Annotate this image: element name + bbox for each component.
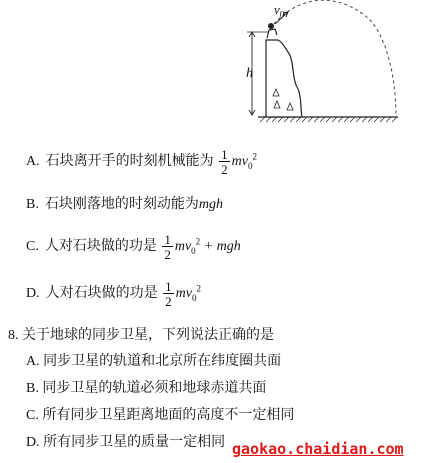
mgh-term: mgh (198, 197, 223, 212)
v-subscript: 0 (247, 161, 253, 172)
question-text: 关于地球的同步卫星，下列说法正确的是 (22, 328, 274, 343)
fraction-half (219, 148, 230, 176)
fraction-denominator: 2 (221, 162, 228, 177)
question-number: 8. (8, 328, 19, 343)
q8-option-a-text: 同步卫星的轨道和北京所在纬度圈共面 (43, 354, 282, 369)
v-superscript: 2 (252, 151, 257, 162)
v-subscript: 0 (191, 293, 197, 304)
option-b (26, 193, 223, 213)
v-superscript: 2 (195, 236, 201, 247)
projectile-figure (230, 0, 430, 128)
mv-term: mv (175, 286, 192, 302)
q8-option-d-text: 所有同步卫星的质量一定相同 (43, 435, 226, 450)
option-b-letter: B. (26, 197, 39, 212)
fraction-denominator: 2 (165, 294, 172, 309)
plus-mgh-term: + mgh (203, 239, 241, 255)
option-c-text: 人对石块做的功是 (44, 239, 157, 255)
fraction-half (162, 233, 173, 261)
option-c (26, 233, 241, 261)
q8-option-d (26, 431, 225, 451)
v-superscript: 2 (196, 283, 201, 294)
q8-option-a (26, 350, 281, 370)
option-b-text: 石块刚落地的时刻动能为 (44, 197, 199, 212)
v0-letter: v (274, 2, 280, 17)
fraction-denominator: 2 (164, 247, 171, 262)
fraction-numerator: 1 (221, 147, 228, 162)
v-subscript: 0 (191, 246, 196, 257)
v0-label (274, 2, 284, 20)
q8-option-b-letter: B. (26, 381, 39, 396)
mv-term: mv (174, 239, 192, 255)
fraction-numerator: 1 (165, 279, 172, 294)
q8-option-d-letter: D. (26, 435, 40, 450)
q8-option-c-text: 所有同步卫星距离地面的高度不一定相同 (42, 408, 295, 423)
q8-option-c-letter: C. (26, 408, 39, 423)
option-a-letter: A. (26, 154, 40, 170)
option-a (26, 148, 257, 176)
option-d-letter: D. (26, 286, 40, 302)
q8-option-a-letter: A. (26, 354, 40, 369)
option-d (26, 280, 201, 308)
mv-term: mv (231, 154, 248, 170)
q8-option-b (26, 377, 266, 397)
question-8-stem (8, 324, 274, 344)
fraction-half (163, 280, 174, 308)
fraction-numerator: 1 (164, 232, 171, 247)
h-label: h (246, 66, 253, 81)
v0-subscript: 0 (279, 9, 285, 20)
watermark-link[interactable]: gaokao.chaidian.com (232, 440, 404, 458)
option-d-text: 人对石块做的功是 (45, 286, 158, 302)
q8-option-b-text: 同步卫星的轨道必须和地球赤道共面 (42, 381, 267, 396)
cliff-diagram (230, 0, 430, 128)
option-a-text: 石块离开手的时刻机械能为 (45, 154, 214, 170)
q8-option-c (26, 404, 294, 424)
option-c-letter: C. (26, 239, 39, 255)
